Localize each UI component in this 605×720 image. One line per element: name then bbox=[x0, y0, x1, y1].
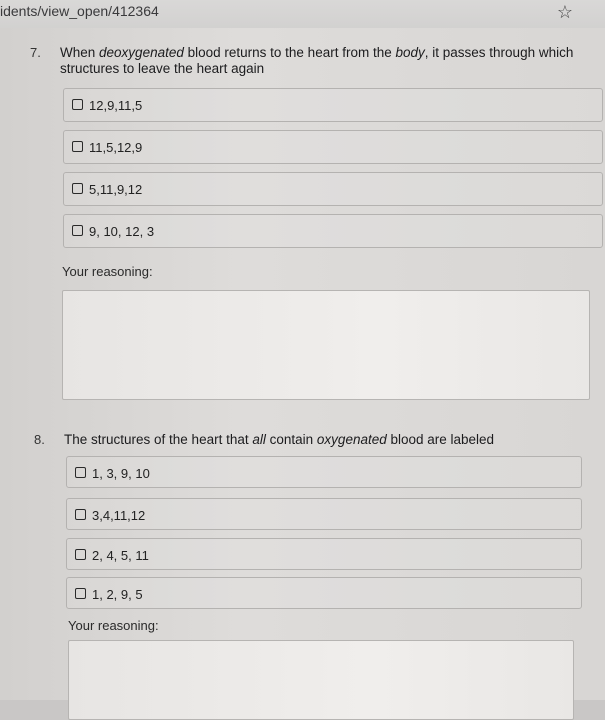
option-label: 2, 4, 5, 11 bbox=[92, 548, 149, 563]
question-8-option-2[interactable] bbox=[66, 498, 582, 530]
option-label: 12,9,11,5 bbox=[89, 98, 143, 113]
option-label: 1, 3, 9, 10 bbox=[92, 466, 150, 481]
checkbox-icon[interactable] bbox=[75, 467, 86, 478]
question-8-number: 8. bbox=[34, 432, 45, 447]
bookmark-star-icon[interactable]: ☆ bbox=[556, 2, 573, 22]
question-7-option-1[interactable] bbox=[63, 88, 603, 122]
question-7-option-4[interactable] bbox=[63, 214, 603, 248]
option-label: 9, 10, 12, 3 bbox=[89, 224, 155, 239]
question-7-reasoning-label: Your reasoning: bbox=[62, 264, 153, 279]
browser-address-bar[interactable] bbox=[0, 0, 605, 29]
question-7-number: 7. bbox=[30, 45, 41, 60]
checkbox-icon[interactable] bbox=[72, 141, 83, 152]
quiz-page bbox=[0, 28, 605, 700]
question-8-reasoning-label: Your reasoning: bbox=[68, 618, 159, 633]
checkbox-icon[interactable] bbox=[72, 183, 83, 194]
question-8-text: The structures of the heart that all contain oxygenated blood are labeled bbox=[64, 432, 495, 447]
option-label: 1, 2, 9, 5 bbox=[92, 587, 143, 602]
checkbox-icon[interactable] bbox=[75, 549, 86, 560]
question-7-text: When deoxygenated blood returns to the heart from the body, it passes through which structures to leave the heart again bbox=[60, 45, 574, 76]
question-8-option-3[interactable] bbox=[66, 538, 582, 570]
option-label: 11,5,12,9 bbox=[89, 140, 143, 155]
checkbox-icon[interactable] bbox=[75, 509, 86, 520]
checkbox-icon[interactable] bbox=[72, 225, 83, 236]
question-8-option-4[interactable] bbox=[66, 577, 582, 609]
checkbox-icon[interactable] bbox=[72, 99, 83, 110]
checkbox-icon[interactable] bbox=[75, 588, 86, 599]
question-8-option-1[interactable] bbox=[66, 456, 582, 488]
option-label: 3,4,11,12 bbox=[92, 508, 146, 523]
url-text[interactable]: idents/view_open/412364 bbox=[0, 3, 159, 19]
option-label: 5,11,9,12 bbox=[89, 182, 143, 197]
question-8-reasoning-input[interactable] bbox=[68, 640, 574, 720]
question-7-option-3[interactable] bbox=[63, 172, 603, 206]
question-7-option-2[interactable] bbox=[63, 130, 603, 164]
question-7-reasoning-input[interactable] bbox=[62, 290, 590, 400]
